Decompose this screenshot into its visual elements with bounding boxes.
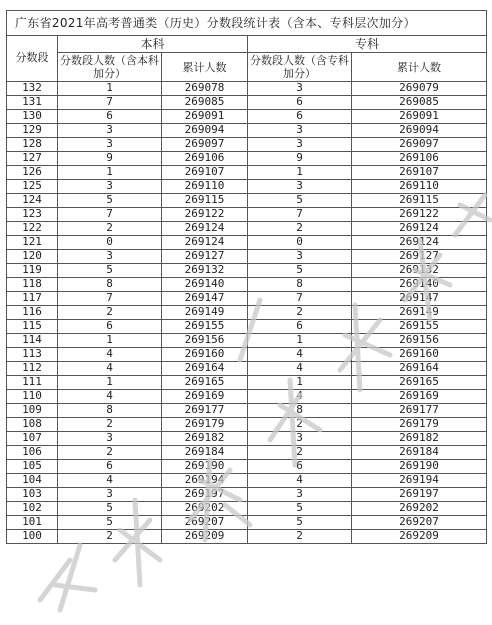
zhuanke-count-cell: 4	[248, 348, 352, 362]
zhuanke-cumulative-cell: 269149	[352, 306, 487, 320]
zhuanke-count-cell: 2	[248, 530, 352, 544]
score-cell: 132	[7, 82, 58, 96]
benke-count-cell: 6	[58, 110, 162, 124]
table-row	[7, 124, 487, 138]
table-row	[7, 404, 487, 418]
zhuanke-cumulative-cell: 269194	[352, 474, 487, 488]
table-row	[7, 348, 487, 362]
zhuanke-count-cell: 7	[248, 292, 352, 306]
zhuanke-count-cell: 3	[248, 488, 352, 502]
benke-count-cell: 2	[58, 530, 162, 544]
benke-group-header: 本科	[58, 36, 248, 53]
table-row	[7, 250, 487, 264]
benke-cumulative-cell: 269207	[162, 516, 248, 530]
zhuanke-cumulative-cell: 269079	[352, 82, 487, 96]
benke-cumulative-cell: 269124	[162, 236, 248, 250]
table-row	[7, 292, 487, 306]
zhuanke-count-cell: 3	[248, 82, 352, 96]
benke-cumulative-cell: 269169	[162, 390, 248, 404]
score-cell: 104	[7, 474, 58, 488]
zhuanke-cumulative-cell: 269124	[352, 222, 487, 236]
benke-count-cell: 3	[58, 488, 162, 502]
benke-cumulative-cell: 269097	[162, 138, 248, 152]
table-row	[7, 446, 487, 460]
benke-count-cell: 3	[58, 180, 162, 194]
zhuanke-cumulative-cell: 269122	[352, 208, 487, 222]
zhuanke-count-cell: 1	[248, 334, 352, 348]
benke-count-cell: 5	[58, 502, 162, 516]
zhuanke-count-cell: 2	[248, 418, 352, 432]
zhuanke-count-cell: 5	[248, 516, 352, 530]
benke-cumulative-cell: 269164	[162, 362, 248, 376]
table-row	[7, 516, 487, 530]
zhuanke-cumulative-cell: 269097	[352, 138, 487, 152]
score-cell: 119	[7, 264, 58, 278]
score-cell: 115	[7, 320, 58, 334]
zhuanke-count-cell: 0	[248, 236, 352, 250]
score-cell: 131	[7, 96, 58, 110]
zhuanke-count-cell: 7	[248, 208, 352, 222]
benke-count-cell: 1	[58, 334, 162, 348]
zhuanke-cumulative-cell: 269140	[352, 278, 487, 292]
score-cell: 125	[7, 180, 58, 194]
zhuanke-cumulative-cell: 269177	[352, 404, 487, 418]
benke-count-cell: 4	[58, 390, 162, 404]
benke-count-cell: 6	[58, 320, 162, 334]
benke-count-cell: 2	[58, 306, 162, 320]
table-row	[7, 208, 487, 222]
benke-cumulative-cell: 269122	[162, 208, 248, 222]
score-cell: 111	[7, 376, 58, 390]
zhuanke-cumulative-cell: 269107	[352, 166, 487, 180]
table-row	[7, 96, 487, 110]
zhuanke-cumulative-cell: 269110	[352, 180, 487, 194]
zhuanke-count-cell: 3	[248, 180, 352, 194]
benke-count-cell: 5	[58, 194, 162, 208]
table-row	[7, 502, 487, 516]
benke-cumulative-cell: 269127	[162, 250, 248, 264]
benke-count-cell: 2	[58, 222, 162, 236]
zhuanke-cumulative-cell: 269094	[352, 124, 487, 138]
zhuanke-count-cell: 1	[248, 166, 352, 180]
table-row	[7, 264, 487, 278]
score-cell: 116	[7, 306, 58, 320]
zhuanke-cumulative-cell: 269182	[352, 432, 487, 446]
table-row	[7, 236, 487, 250]
zhuanke-cumulative-cell: 269106	[352, 152, 487, 166]
score-cell: 127	[7, 152, 58, 166]
zhuanke-group-header: 专科	[248, 36, 487, 53]
table-row	[7, 334, 487, 348]
table-row	[7, 418, 487, 432]
benke-count-cell: 4	[58, 474, 162, 488]
score-cell: 121	[7, 236, 58, 250]
table-row	[7, 530, 487, 544]
score-cell: 108	[7, 418, 58, 432]
zhuanke-count-cell: 6	[248, 110, 352, 124]
table-row	[7, 82, 487, 96]
score-cell: 128	[7, 138, 58, 152]
zhuanke-count-header: 分数段人数（含专科加分）	[248, 53, 352, 82]
zhuanke-count-cell: 3	[248, 250, 352, 264]
zhuanke-count-cell: 2	[248, 446, 352, 460]
score-cell: 109	[7, 404, 58, 418]
benke-cumulative-cell: 269085	[162, 96, 248, 110]
benke-cumulative-cell: 269132	[162, 264, 248, 278]
benke-count-cell: 3	[58, 250, 162, 264]
benke-cumulative-cell: 269156	[162, 334, 248, 348]
zhuanke-cumulative-cell: 269197	[352, 488, 487, 502]
zhuanke-count-cell: 5	[248, 194, 352, 208]
benke-cumulative-cell: 269194	[162, 474, 248, 488]
benke-cumulative-cell: 269078	[162, 82, 248, 96]
zhuanke-count-cell: 4	[248, 362, 352, 376]
score-cell: 126	[7, 166, 58, 180]
table-row	[7, 180, 487, 194]
benke-cumulative-cell: 269110	[162, 180, 248, 194]
zhuanke-cumulative-cell: 269184	[352, 446, 487, 460]
score-column-header: 分数段	[7, 36, 58, 82]
benke-cumulative-cell: 269149	[162, 306, 248, 320]
benke-cumulative-cell: 269184	[162, 446, 248, 460]
benke-count-cell: 3	[58, 124, 162, 138]
benke-cumulative-cell: 269202	[162, 502, 248, 516]
benke-count-cell: 8	[58, 404, 162, 418]
score-cell: 118	[7, 278, 58, 292]
zhuanke-cumulative-cell: 269124	[352, 236, 487, 250]
zhuanke-count-cell: 2	[248, 306, 352, 320]
table-row	[7, 390, 487, 404]
benke-cumulative-cell: 269106	[162, 152, 248, 166]
zhuanke-cumulative-cell: 269164	[352, 362, 487, 376]
score-cell: 100	[7, 530, 58, 544]
table-row	[7, 460, 487, 474]
zhuanke-count-cell: 3	[248, 124, 352, 138]
benke-count-cell: 2	[58, 446, 162, 460]
zhuanke-cumulative-cell: 269156	[352, 334, 487, 348]
table-row	[7, 278, 487, 292]
benke-count-cell: 5	[58, 264, 162, 278]
benke-count-cell: 8	[58, 278, 162, 292]
benke-count-cell: 1	[58, 166, 162, 180]
zhuanke-count-cell: 1	[248, 376, 352, 390]
score-distribution-sheet	[6, 10, 486, 544]
zhuanke-cumulative-cell: 269115	[352, 194, 487, 208]
benke-cumulative-cell: 269177	[162, 404, 248, 418]
table-row	[7, 222, 487, 236]
benke-cumulative-cell: 269115	[162, 194, 248, 208]
score-cell: 105	[7, 460, 58, 474]
table-row	[7, 138, 487, 152]
benke-count-cell: 2	[58, 418, 162, 432]
score-cell: 130	[7, 110, 58, 124]
zhuanke-cumulative-cell: 269169	[352, 390, 487, 404]
benke-count-cell: 1	[58, 82, 162, 96]
zhuanke-count-cell: 6	[248, 320, 352, 334]
zhuanke-cumulative-cell: 269132	[352, 264, 487, 278]
benke-cumulative-cell: 269197	[162, 488, 248, 502]
benke-count-cell: 7	[58, 292, 162, 306]
benke-cumulative-cell: 269155	[162, 320, 248, 334]
zhuanke-cumulative-cell: 269160	[352, 348, 487, 362]
benke-cumulative-cell: 269160	[162, 348, 248, 362]
zhuanke-cumulative-cell: 269147	[352, 292, 487, 306]
table-row	[7, 306, 487, 320]
benke-cumulative-cell: 269107	[162, 166, 248, 180]
table-row	[7, 194, 487, 208]
zhuanke-count-cell: 3	[248, 138, 352, 152]
table-row	[7, 152, 487, 166]
zhuanke-count-cell: 5	[248, 264, 352, 278]
benke-count-cell: 7	[58, 208, 162, 222]
benke-count-cell: 5	[58, 516, 162, 530]
benke-cumulative-cell: 269094	[162, 124, 248, 138]
benke-count-cell: 1	[58, 376, 162, 390]
zhuanke-cumulative-cell: 269209	[352, 530, 487, 544]
zhuanke-cumulative-cell: 269085	[352, 96, 487, 110]
zhuanke-count-cell: 8	[248, 278, 352, 292]
benke-cumulative-cell: 269182	[162, 432, 248, 446]
zhuanke-cumulative-cell: 269190	[352, 460, 487, 474]
benke-count-cell: 0	[58, 236, 162, 250]
table-row	[7, 362, 487, 376]
benke-count-cell: 4	[58, 348, 162, 362]
score-cell: 123	[7, 208, 58, 222]
table-row	[7, 320, 487, 334]
score-cell: 117	[7, 292, 58, 306]
benke-count-cell: 9	[58, 152, 162, 166]
benke-cumulative-header: 累计人数	[162, 53, 248, 82]
zhuanke-cumulative-cell: 269127	[352, 250, 487, 264]
benke-cumulative-cell: 269147	[162, 292, 248, 306]
score-cell: 102	[7, 502, 58, 516]
score-cell: 106	[7, 446, 58, 460]
score-cell: 101	[7, 516, 58, 530]
zhuanke-count-cell: 5	[248, 502, 352, 516]
benke-count-cell: 3	[58, 432, 162, 446]
score-cell: 122	[7, 222, 58, 236]
score-cell: 112	[7, 362, 58, 376]
benke-cumulative-cell: 269165	[162, 376, 248, 390]
zhuanke-cumulative-cell: 269207	[352, 516, 487, 530]
zhuanke-cumulative-header: 累计人数	[352, 53, 487, 82]
table-title: 广东省2021年高考普通类（历史）分数段统计表（含本、专科层次加分）	[7, 11, 487, 36]
benke-cumulative-cell: 269091	[162, 110, 248, 124]
zhuanke-cumulative-cell: 269179	[352, 418, 487, 432]
zhuanke-count-cell: 6	[248, 96, 352, 110]
zhuanke-count-cell: 4	[248, 390, 352, 404]
score-cell: 103	[7, 488, 58, 502]
benke-count-cell: 6	[58, 460, 162, 474]
benke-count-cell: 7	[58, 96, 162, 110]
benke-count-cell: 3	[58, 138, 162, 152]
score-cell: 107	[7, 432, 58, 446]
table-row	[7, 166, 487, 180]
table-row	[7, 432, 487, 446]
zhuanke-cumulative-cell: 269165	[352, 376, 487, 390]
zhuanke-count-cell: 9	[248, 152, 352, 166]
score-cell: 113	[7, 348, 58, 362]
benke-cumulative-cell: 269124	[162, 222, 248, 236]
score-cell: 114	[7, 334, 58, 348]
benke-cumulative-cell: 269209	[162, 530, 248, 544]
benke-cumulative-cell: 269140	[162, 278, 248, 292]
benke-cumulative-cell: 269190	[162, 460, 248, 474]
zhuanke-count-cell: 8	[248, 404, 352, 418]
score-table	[6, 10, 487, 544]
score-cell: 120	[7, 250, 58, 264]
table-row	[7, 376, 487, 390]
benke-cumulative-cell: 269179	[162, 418, 248, 432]
table-row	[7, 110, 487, 124]
benke-count-header: 分数段人数（含本科加分）	[58, 53, 162, 82]
zhuanke-cumulative-cell: 269155	[352, 320, 487, 334]
score-cell: 110	[7, 390, 58, 404]
zhuanke-count-cell: 2	[248, 222, 352, 236]
zhuanke-count-cell: 4	[248, 474, 352, 488]
zhuanke-cumulative-cell: 269202	[352, 502, 487, 516]
zhuanke-cumulative-cell: 269091	[352, 110, 487, 124]
zhuanke-count-cell: 6	[248, 460, 352, 474]
score-cell: 129	[7, 124, 58, 138]
table-row	[7, 474, 487, 488]
benke-count-cell: 4	[58, 362, 162, 376]
table-row	[7, 488, 487, 502]
zhuanke-count-cell: 3	[248, 432, 352, 446]
score-cell: 124	[7, 194, 58, 208]
